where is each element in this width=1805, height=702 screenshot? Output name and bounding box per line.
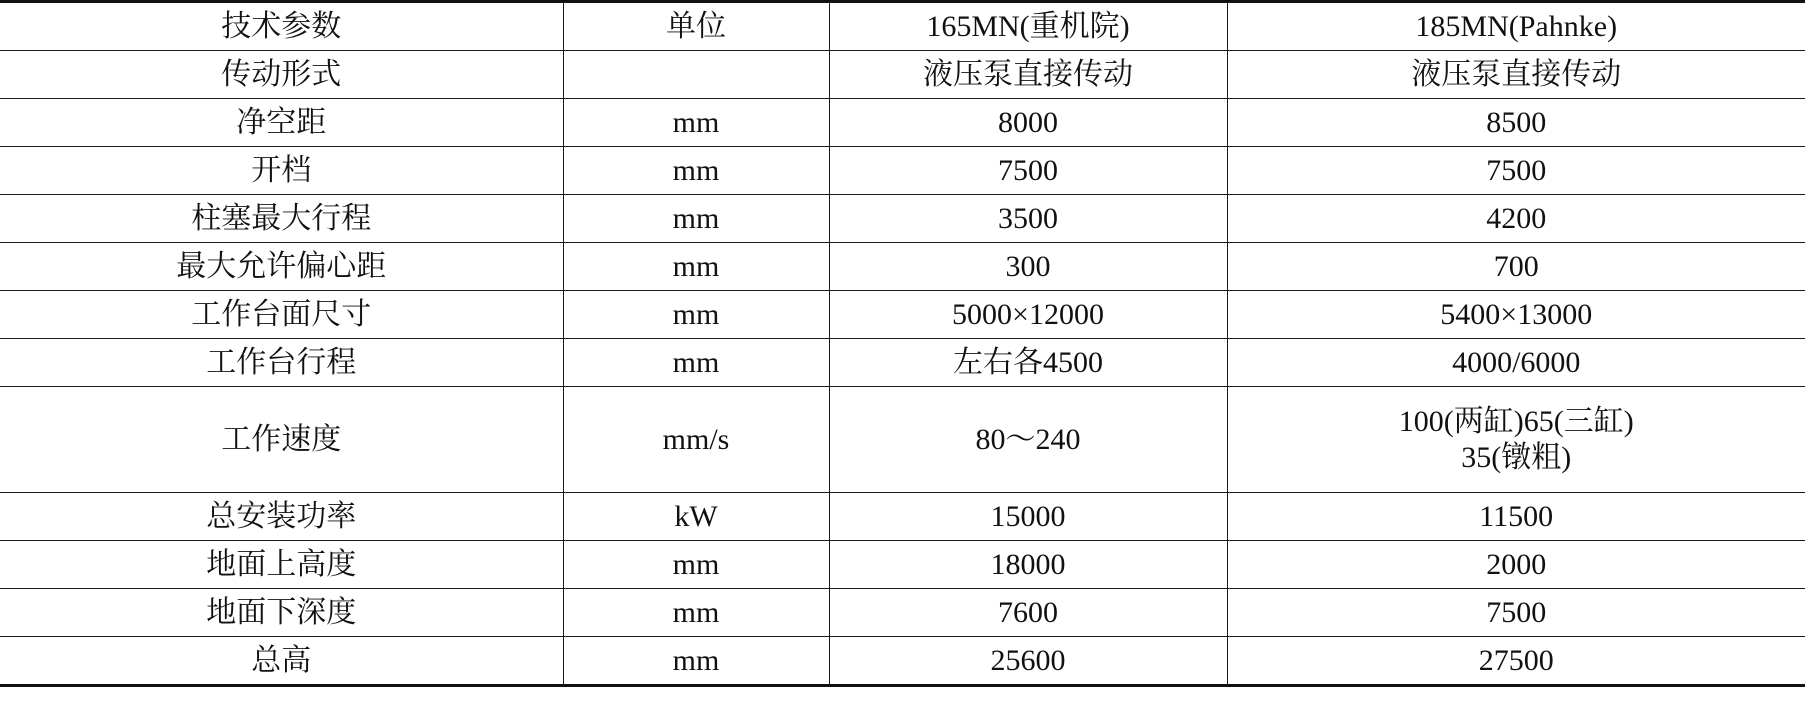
param-cell: 最大允许偏心距 — [0, 243, 563, 291]
unit-cell — [563, 51, 829, 99]
param-cell: 净空距 — [0, 99, 563, 147]
header-cell-165mn: 165MN(重机院) — [829, 2, 1227, 51]
unit-cell: mm — [563, 99, 829, 147]
value-cell-185mn: 4000/6000 — [1227, 339, 1805, 387]
value-cell-185mn: 700 — [1227, 243, 1805, 291]
table-row — [0, 147, 1805, 195]
table-row — [0, 589, 1805, 637]
value-cell-185mn: 5400×13000 — [1227, 291, 1805, 339]
header-cell-185mn: 185MN(Pahnke) — [1227, 2, 1805, 51]
unit-cell: mm/s — [563, 387, 829, 493]
value-cell-165mn: 15000 — [829, 493, 1227, 541]
value-cell-165mn: 左右各4500 — [829, 339, 1227, 387]
header-cell-unit: 单位 — [563, 2, 829, 51]
param-cell: 传动形式 — [0, 51, 563, 99]
value-cell-185mn: 4200 — [1227, 195, 1805, 243]
table-row — [0, 541, 1805, 589]
table-row — [0, 99, 1805, 147]
table-row — [0, 493, 1805, 541]
unit-cell: kW — [563, 493, 829, 541]
value-cell-185mn — [1227, 387, 1805, 493]
param-cell: 柱塞最大行程 — [0, 195, 563, 243]
value-cell-165mn: 25600 — [829, 637, 1227, 686]
value-cell-165mn: 7500 — [829, 147, 1227, 195]
value-cell-165mn: 18000 — [829, 541, 1227, 589]
table-row — [0, 243, 1805, 291]
table-row — [0, 339, 1805, 387]
param-cell: 开档 — [0, 147, 563, 195]
value-cell-165mn: 7600 — [829, 589, 1227, 637]
value-cell-165mn: 5000×12000 — [829, 291, 1227, 339]
unit-cell: mm — [563, 541, 829, 589]
value-cell-165mn: 300 — [829, 243, 1227, 291]
value-cell-185mn: 2000 — [1227, 541, 1805, 589]
param-cell: 地面下深度 — [0, 589, 563, 637]
value-cell-185mn: 8500 — [1227, 99, 1805, 147]
value-cell-185mn: 27500 — [1227, 637, 1805, 686]
header-cell-param: 技术参数 — [0, 2, 563, 51]
value-cell-185mn: 液压泵直接传动 — [1227, 51, 1805, 99]
table-row — [0, 387, 1805, 493]
unit-cell: mm — [563, 589, 829, 637]
unit-cell: mm — [563, 291, 829, 339]
value-cell-165mn: 80～240 — [829, 387, 1227, 493]
value-cell-165mn: 8000 — [829, 99, 1227, 147]
unit-cell: mm — [563, 243, 829, 291]
param-cell: 工作台面尺寸 — [0, 291, 563, 339]
param-cell: 总安装功率 — [0, 493, 563, 541]
value-line-1: 100(两缸)65(三缸) — [1398, 404, 1634, 438]
unit-cell: mm — [563, 195, 829, 243]
unit-cell: mm — [563, 637, 829, 686]
value-cell-185mn: 7500 — [1227, 589, 1805, 637]
table-row — [0, 291, 1805, 339]
table-row — [0, 51, 1805, 99]
table-row — [0, 637, 1805, 686]
param-cell: 地面上高度 — [0, 541, 563, 589]
value-line-2: 35(镦粗) — [1461, 440, 1572, 474]
value-cell-185mn: 11500 — [1227, 493, 1805, 541]
param-cell: 工作速度 — [0, 387, 563, 493]
value-cell-165mn: 3500 — [829, 195, 1227, 243]
param-cell: 工作台行程 — [0, 339, 563, 387]
param-cell: 总高 — [0, 637, 563, 686]
unit-cell: mm — [563, 147, 829, 195]
unit-cell: mm — [563, 339, 829, 387]
table-header-row — [0, 2, 1805, 51]
value-cell-185mn: 7500 — [1227, 147, 1805, 195]
value-cell-165mn: 液压泵直接传动 — [829, 51, 1227, 99]
table-row — [0, 195, 1805, 243]
